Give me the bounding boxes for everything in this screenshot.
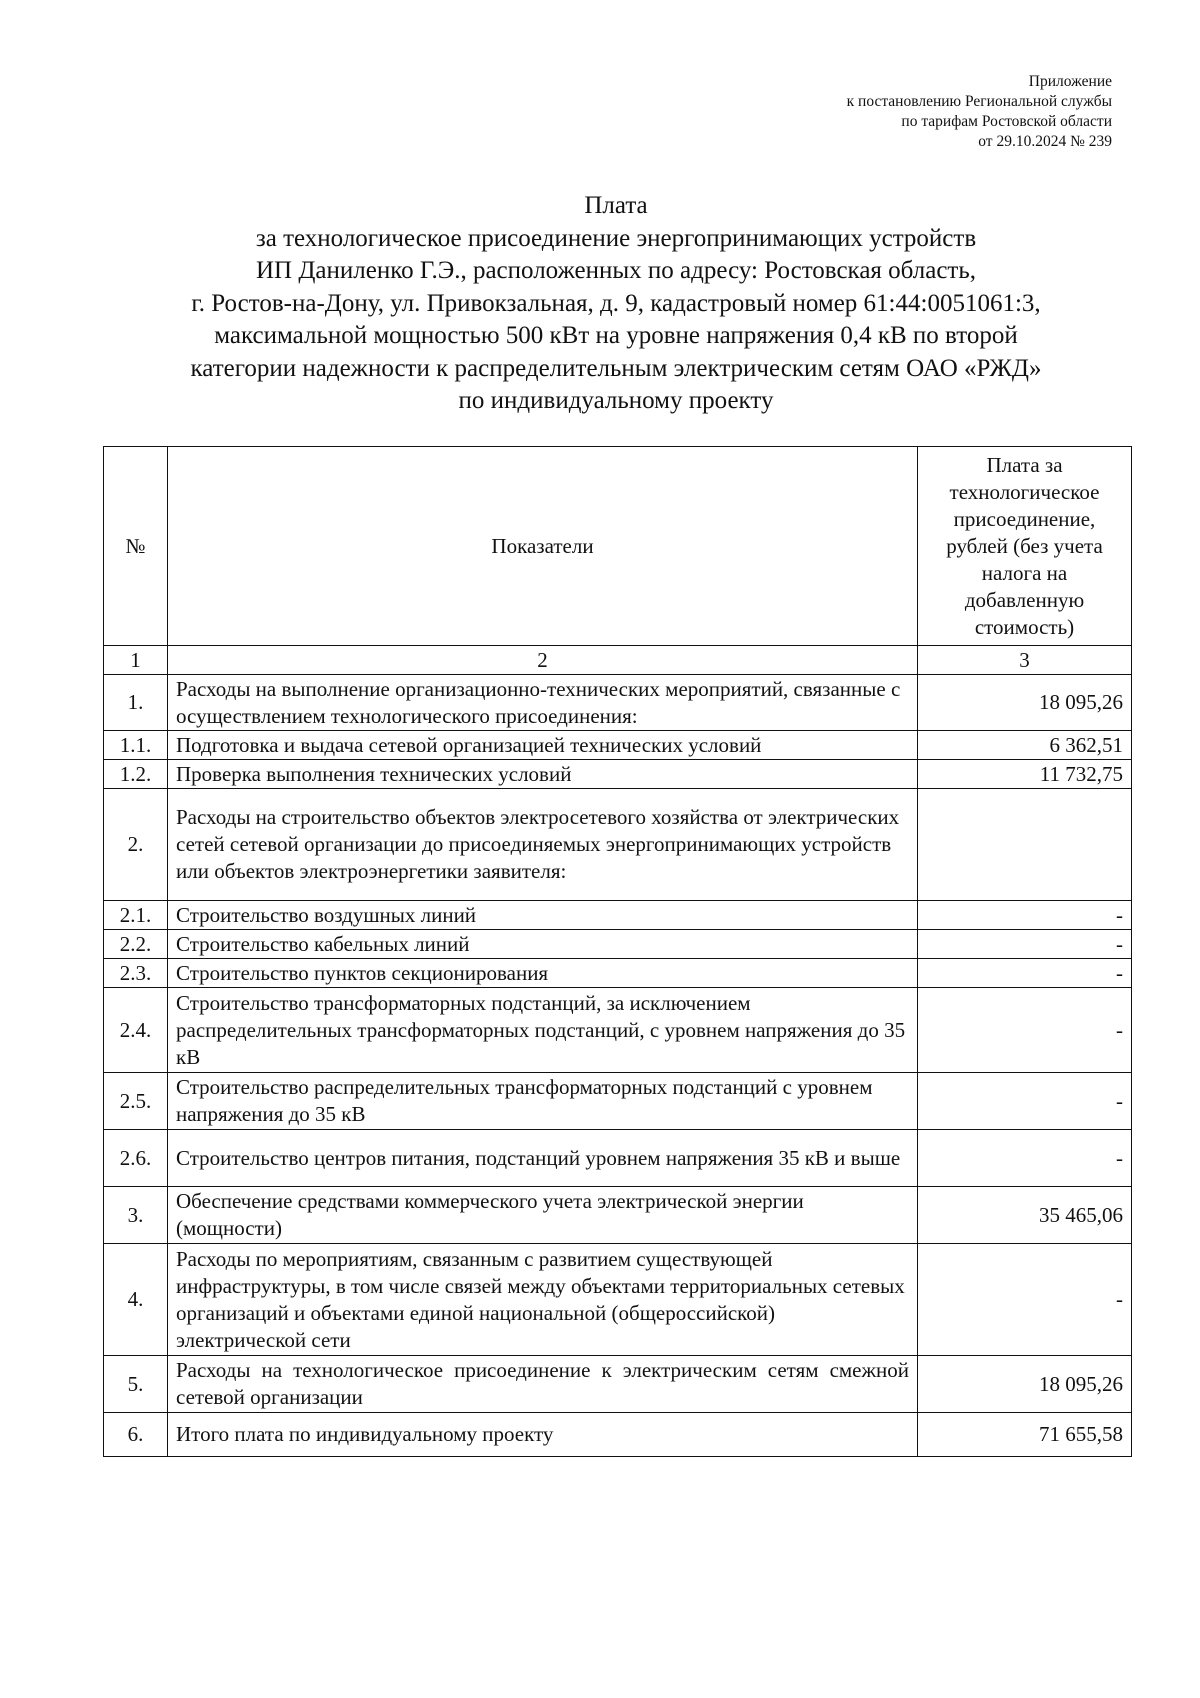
row-name: Расходы на выполнение организационно-технических мероприятий, связанные с осуществлением технологического присоединения: [168,675,918,731]
row-name: Расходы на технологическое присоединение к электрическим сетям смежной сетевой организации [168,1356,918,1413]
title-line: Плата [584,192,648,219]
header-num: № [104,447,168,646]
table-row [104,930,1132,959]
appendix-line: к постановлению Региональной службы [846,93,1112,110]
row-num: 5. [104,1356,168,1413]
table-row [104,901,1132,930]
row-num: 1.1. [104,731,168,760]
row-name: Строительство центров питания, подстанций уровнем напряжения 35 кВ и выше [168,1130,918,1187]
table-row [104,1244,1132,1356]
row-num: 2.5. [104,1073,168,1130]
row-num: 1.2. [104,760,168,789]
row-num: 6. [104,1413,168,1457]
row-num: 2.2. [104,930,168,959]
row-num: 3. [104,1187,168,1244]
appendix-line: от 29.10.2024 № 239 [978,133,1112,150]
title-line: г. Ростов-на-Дону, ул. Привокзальная, д. 9, кадастровый номер 61:44:0051061:3, [191,289,1041,317]
title-line: максимальной мощностью 500 кВт на уровне напряжения 0,4 кВ по второй [214,322,1018,349]
row-num: 2.3. [104,959,168,988]
row-value [918,789,1132,901]
row-num: 2.4. [104,988,168,1073]
row-num: 1. [104,675,168,731]
table-row [104,1356,1132,1413]
header-value: Плата за технологическое присоединение, рублей (без учета налога на добавленную стоимость) [918,447,1132,646]
row-value: 18 095,26 [918,675,1132,731]
row-value: - [918,988,1132,1073]
row-num: 4. [104,1244,168,1356]
row-name: Строительство пунктов секционирования [168,959,918,988]
title-line: за технологическое присоединение энергопринимающих устройств [255,224,977,252]
row-value: 11 732,75 [918,760,1132,789]
table-row [104,1073,1132,1130]
row-name: Строительство трансформаторных подстанций, за исключением распределительных трансформаторных подстанций, с уровнем напряжения до 35 кВ [168,988,918,1073]
row-name: Строительство воздушных линий [168,901,918,930]
row-name: Подготовка и выдача сетевой организацией технических условий [168,731,918,760]
document-title [100,190,1132,418]
column-number: 2 [168,646,918,675]
row-value: 71 655,58 [918,1413,1132,1457]
table-row [104,789,1132,901]
fee-table [103,446,1132,1457]
row-value: - [918,1073,1132,1130]
table-row [104,959,1132,988]
column-number: 1 [104,646,168,675]
appendix-header [847,72,1112,152]
row-value: - [918,930,1132,959]
row-name: Обеспечение средствами коммерческого учета электрической энергии (мощности) [168,1187,918,1244]
row-num: 2. [104,789,168,901]
row-value: - [918,1244,1132,1356]
table-row [104,675,1132,731]
row-value: - [918,901,1132,930]
row-name: Строительство распределительных трансформаторных подстанций с уровнем напряжения до 35 кВ [168,1073,918,1130]
title-line: категории надежности к распределительным электрическим сетям ОАО «РЖД» [190,354,1042,382]
appendix-line: Приложение [1028,73,1112,90]
title-line: ИП Даниленко Г.Э., расположенных по адресу: Ростовская область, [255,257,977,284]
table-row [104,1187,1132,1244]
row-num: 2.1. [104,901,168,930]
appendix-line: по тарифам Ростовской области [901,113,1112,130]
table-row [104,988,1132,1073]
table-header-row [104,447,1132,646]
row-name: Итого плата по индивидуальному проекту [168,1413,918,1457]
header-name: Показатели [168,447,918,646]
table-row [104,1130,1132,1187]
column-number-row [104,646,1132,675]
row-value: - [918,1130,1132,1187]
row-value: 6 362,51 [918,731,1132,760]
row-name: Строительство кабельных линий [168,930,918,959]
row-name: Расходы по мероприятиям, связанным с развитием существующей инфраструктуры, в том числе связей между объектами территориальных сетевых организаций и объектами единой национальной (общероссийской) электрической сети [168,1244,918,1356]
table-row [104,1413,1132,1457]
row-num: 2.6. [104,1130,168,1187]
row-name: Расходы на строительство объектов электросетевого хозяйства от электрических сетей сетевой организации до присоединяемых энергопринимающих устройств или объектов электроэнергетики заявителя: [168,789,918,901]
title-line: по индивидуальному проекту [458,387,774,414]
column-number: 3 [918,646,1132,675]
row-value: 18 095,26 [918,1356,1132,1413]
row-value: - [918,959,1132,988]
table-row [104,760,1132,789]
table-row [104,731,1132,760]
row-value: 35 465,06 [918,1187,1132,1244]
row-name: Проверка выполнения технических условий [168,760,918,789]
